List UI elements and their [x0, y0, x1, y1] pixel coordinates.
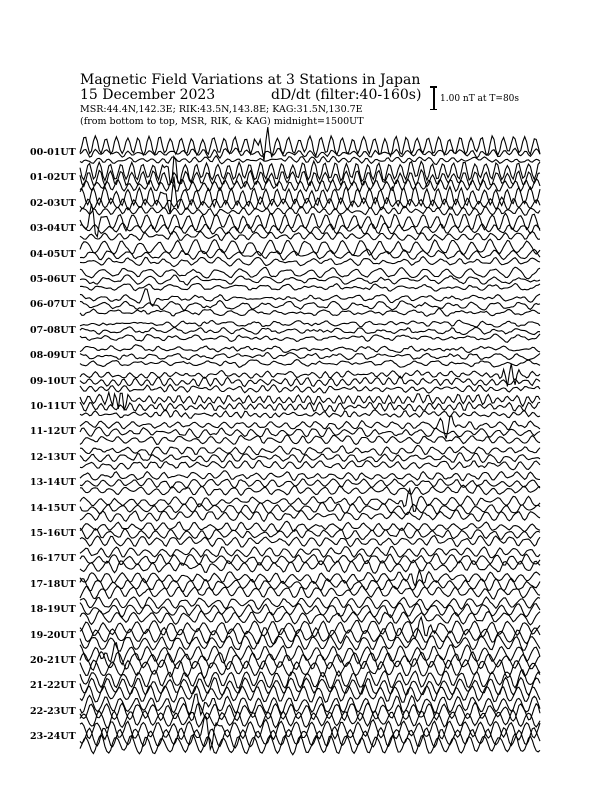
- trace-order-note: (from bottom to top, MSR, RIK, & KAG) midnight=1500UT: [80, 116, 364, 127]
- trace-18-19UT-kag: [80, 597, 540, 610]
- hour-label-23: 23-24UT: [30, 731, 76, 743]
- hour-label-1: 01-02UT: [30, 172, 76, 184]
- trace-04-05UT-rik: [80, 249, 540, 260]
- trace-09-10UT-rik: [80, 376, 540, 386]
- chart-title: Magnetic Field Variations at 3 Stations in Japan: [80, 72, 421, 88]
- trace-16-17UT-kag: [80, 546, 540, 557]
- trace-12-13UT-kag: [80, 445, 540, 455]
- trace-15-16UT-rik: [80, 528, 540, 539]
- scale-bar-label: 1.00 nT at T=80s: [440, 94, 520, 104]
- trace-00-01UT-kag: [80, 127, 540, 161]
- hour-label-16: 16-17UT: [30, 553, 76, 565]
- trace-08-09UT-kag: [80, 345, 540, 353]
- trace-11-12UT-msr: [80, 435, 540, 445]
- trace-10-11UT-msr: [80, 410, 540, 418]
- trace-16-17UT-msr: [80, 560, 540, 573]
- trace-18-19UT-msr: [80, 610, 540, 625]
- hour-label-14: 14-15UT: [30, 502, 76, 514]
- trace-03-04UT-msr: [80, 231, 540, 240]
- trace-02-03UT-rik: [80, 197, 540, 210]
- chart-component: dD/dt (filter:40-160s): [271, 87, 422, 103]
- trace-12-13UT-msr: [80, 461, 540, 470]
- hour-label-21: 21-22UT: [30, 680, 76, 692]
- hour-label-7: 07-08UT: [30, 324, 76, 336]
- hour-label-2: 02-03UT: [30, 197, 76, 209]
- station-coordinates: MSR:44.4N,142.3E; RIK:43.5N,143.8E; KAG:31.5N,130.7E: [80, 104, 363, 115]
- trace-06-07UT-msr: [80, 309, 540, 317]
- trace-00-01UT-msr: [80, 156, 540, 165]
- trace-10-11UT-rik: [80, 402, 540, 412]
- hour-label-3: 03-04UT: [30, 223, 76, 235]
- trace-23-24UT-rik: [80, 727, 540, 748]
- hour-label-18: 18-19UT: [30, 604, 76, 616]
- trace-20-21UT-msr: [80, 659, 540, 679]
- hour-label-6: 06-07UT: [30, 299, 76, 311]
- hour-label-19: 19-20UT: [30, 629, 76, 641]
- trace-13-14UT-kag: [80, 471, 540, 481]
- trace-07-08UT-msr: [80, 334, 540, 342]
- trace-21-22UT-kag: [80, 670, 540, 688]
- trace-13-14UT-msr: [80, 485, 540, 495]
- trace-13-14UT-rik: [80, 479, 540, 489]
- hour-label-10: 10-11UT: [30, 401, 76, 412]
- hour-label-8: 08-09UT: [30, 350, 76, 362]
- trace-15-16UT-kag: [80, 521, 540, 531]
- trace-08-09UT-rik: [80, 353, 540, 360]
- trace-05-06UT-msr: [80, 284, 540, 292]
- trace-07-08UT-rik: [80, 327, 540, 335]
- hour-label-12: 12-13UT: [30, 451, 76, 463]
- trace-15-16UT-msr: [80, 536, 540, 547]
- hour-label-0: 00-01UT: [30, 147, 76, 158]
- hour-label-20: 20-21UT: [30, 655, 76, 666]
- hour-label-9: 09-10UT: [30, 375, 76, 387]
- hour-label-11: 11-12UT: [30, 426, 76, 438]
- hour-label-13: 13-14UT: [30, 477, 76, 489]
- trace-00-01UT-rik: [80, 148, 540, 158]
- hour-label-15: 15-16UT: [30, 528, 76, 539]
- hour-label-4: 04-05UT: [30, 248, 76, 260]
- hour-label-17: 17-18UT: [30, 578, 76, 590]
- trace-06-07UT-rik: [80, 301, 540, 311]
- trace-04-05UT-msr: [80, 257, 540, 267]
- trace-07-08UT-kag: [80, 320, 540, 327]
- trace-11-12UT-kag: [80, 416, 540, 439]
- hour-label-22: 22-23UT: [30, 705, 76, 717]
- trace-02-03UT-msr: [80, 206, 540, 215]
- hour-label-5: 05-06UT: [30, 274, 76, 285]
- trace-08-09UT-msr: [80, 360, 540, 368]
- trace-09-10UT-msr: [80, 385, 540, 394]
- trace-10-11UT-kag: [80, 392, 540, 410]
- chart-date: 15 December 2023: [80, 87, 216, 103]
